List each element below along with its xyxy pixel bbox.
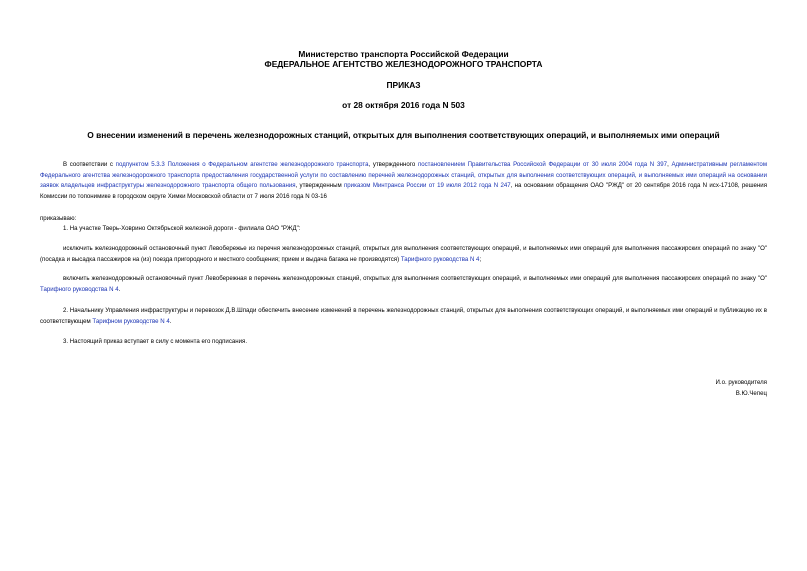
document-date-number: от 28 октября 2016 года N 503 [342, 100, 465, 110]
signatory-name: В.Ю.Чепец [735, 390, 767, 397]
preamble-text-1: В соответствии с [63, 161, 116, 168]
preamble-text-5: , на основании обращения ОАО "РЖД" от 20 сентября 2016 года N исх-17108, решения Комиссии по топонимике в городском округе Химки Московской области от 7 июля 2016 года N 03-16 [40, 182, 768, 200]
exclude-text: исключить железнодорожный остановочный пункт Левобережье из перечня железнодорожных станций, открытых для выполнения соответствующих операций, и выполняемых ими операций для выполнения пассажирских операций по знаку "О" (посадка и высадка пассажиров на (из) поезда пригородного и местного сообщения; прием и выдача багажа не производятся) [40, 245, 767, 263]
include-text: включить железнодорожный остановочный пункт Левобережная в перечень железнодорожных станций, открытых для выполнения соответствующих операций, и выполняемых ими операций для выполнения пассажирских операций по знаку "О" [63, 275, 767, 282]
signatory-position: И.о. руководителя [715, 379, 767, 386]
ministry-name: Министерство транспорта Российской Федерации [298, 49, 509, 59]
link-regulation-clause[interactable]: подпунктом 5.3.3 Положения о Федеральном агентстве железнодорожного транспорта [115, 161, 369, 168]
item-1-heading: 1. На участке Тверь-Ховрино Октябрьской железной дороги - филиала ОАО "РЖД": [63, 225, 301, 232]
preamble-text-4: , утвержденным [295, 182, 344, 190]
preamble-text-3: , [667, 161, 672, 168]
link-tariff-guide-include[interactable]: Тарифного руководства N 4 [40, 285, 119, 293]
link-government-decree[interactable]: постановлением Правительства Российской Федерации от 30 июля 2004 года N 397 [417, 161, 668, 168]
link-tariff-guide-item-2[interactable]: Тарифном руководстве N 4 [92, 317, 170, 325]
link-administrative-regulation[interactable]: Административным регламентом Федерального агентства железнодорожного транспорта предоставления государственной услуги по составлению перечней железнодорожных станций, открытых для выполнения соответствующих операций, и выполняемых ими операций на основании заявок владельцев инфраструктуры железнодорожного транспорта общего пользования [40, 161, 768, 190]
item-2-paragraph [40, 306, 767, 327]
preamble-text-2: , утвержденного [368, 161, 418, 168]
include-paragraph [40, 274, 767, 295]
include-end: . [118, 285, 121, 293]
item-2-text: 2. Начальнику Управления инфраструктуры и перевозок Д.В.Шпади обеспечить внесение изменений в перечень железнодорожных станций, открытых для выполнения соответствующих операций, и выполняемых ими операций и публикацию их в соответствующем [40, 307, 767, 325]
agency-name: ФЕДЕРАЛЬНОЕ АГЕНТСТВО ЖЕЛЕЗНОДОРОЖНОГО ТРАНСПОРТА [264, 59, 543, 69]
document-title: О внесении изменений в перечень железнодорожных станций, открытых для выполнения соответствующих операций, и выполняемых ими операций [87, 130, 720, 140]
document-type: ПРИКАЗ [386, 80, 421, 90]
item-2-end: . [169, 317, 172, 325]
order-word: приказываю: [40, 215, 77, 222]
preamble-paragraph [40, 160, 767, 202]
link-mintrans-order[interactable]: приказом Минтранса России от 19 июля 2012 года N 247 [343, 182, 511, 190]
exclude-paragraph [40, 244, 767, 265]
item-3-paragraph: 3. Настоящий приказ вступает в силу с момента его подписания. [63, 338, 248, 345]
exclude-end: ; [479, 255, 482, 263]
link-tariff-guide-exclude[interactable]: Тарифного руководства N 4 [400, 255, 480, 263]
